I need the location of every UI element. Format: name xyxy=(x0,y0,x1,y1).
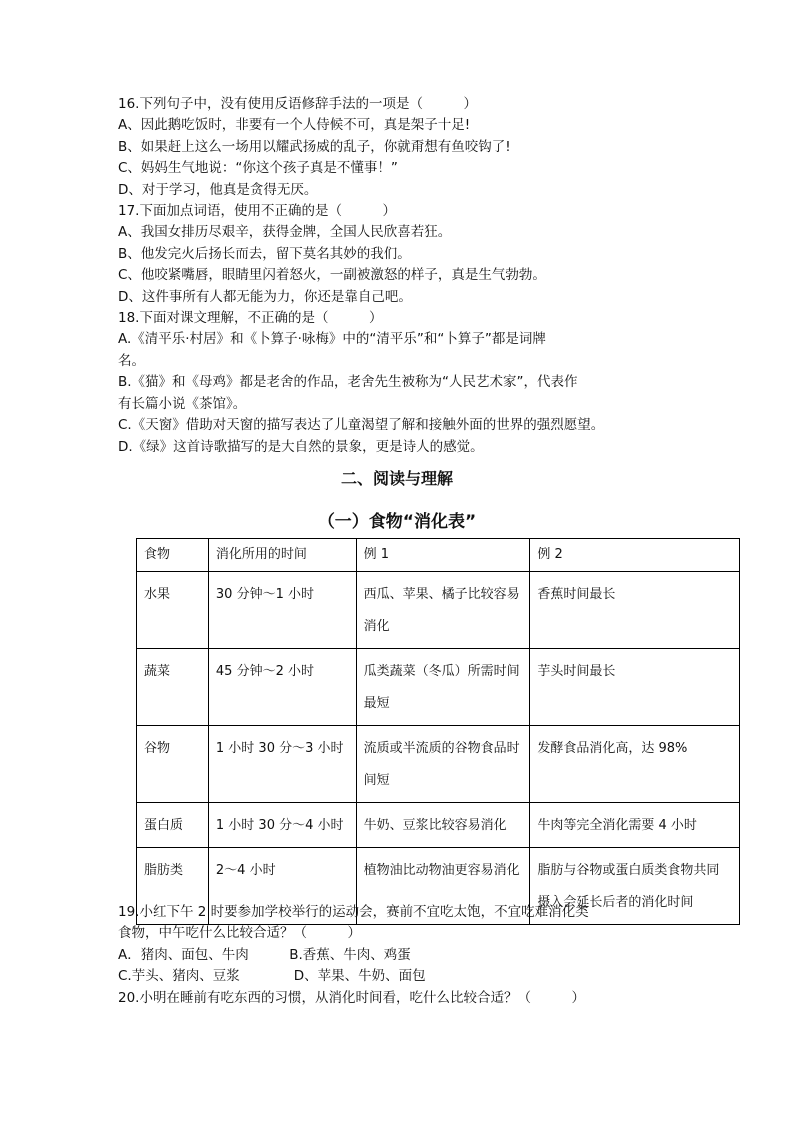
question-20-stem: 20.小明在睡前有吃东西的习惯，从消化时间看，吃什么比较合适？（ ） xyxy=(118,989,585,1006)
table-cell: 脂肪类 xyxy=(137,848,209,925)
question-19-options-cd: C.芋头、猪肉、豆浆 D、苹果、牛奶、面包 xyxy=(118,968,426,985)
table-cell: 1 小时 30 分～4 小时 xyxy=(208,803,356,848)
questions-top xyxy=(118,94,678,458)
table-cell: 30 分钟～1 小时 xyxy=(208,572,356,649)
table-cell: 瓜类蔬菜（冬瓜）所需时间最短 xyxy=(356,649,530,726)
question-18-stem: 18.下面对课文理解，不正确的是（ ） xyxy=(118,310,383,327)
table-row xyxy=(137,649,740,726)
table-cell: 2～4 小时 xyxy=(208,848,356,925)
table-row xyxy=(137,572,740,649)
table-row xyxy=(137,803,740,848)
question-18-option-a-line1: A.《清平乐·村居》和《卜算子·咏梅》中的“清平乐”和“卜算子”都是词牌 xyxy=(118,331,546,348)
question-17-stem: 17.下面加点词语，使用不正确的是（ ） xyxy=(118,203,396,220)
table-header-cell: 消化所用的时间 xyxy=(208,539,356,572)
digestion-table xyxy=(136,538,740,925)
table-cell: 香蕉时间最长 xyxy=(530,572,740,649)
table-cell: 牛肉等完全消化需要 4 小时 xyxy=(530,803,740,848)
table-row xyxy=(137,726,740,803)
question-18-option-b-line1: B.《猫》和《母鸡》都是老舍的作品，老舍先生被称为“人民艺术家”，代表作 xyxy=(118,374,578,391)
passage-title: （一）食物“消化表” xyxy=(317,512,477,532)
table-cell: 水果 xyxy=(137,572,209,649)
question-18-option-a-line2: 名。 xyxy=(118,352,145,369)
table-header-cell: 例 1 xyxy=(356,539,530,572)
question-19-stem-line1: 19.小红下午 2 时要参加学校举行的运动会，赛前不宜吃太饱，不宜吃难消化类 xyxy=(118,904,589,920)
table-cell: 谷物 xyxy=(137,726,209,803)
question-19-stem-line2: 食物，中午吃什么比较合适？（ ） xyxy=(118,925,361,942)
question-17-option-c: C、他咬紧嘴唇，眼睛里闪着怒火，一副被激怒的样子，真是生气勃勃。 xyxy=(118,267,546,284)
question-19-options-ab: A．猪肉、面包、牛肉 B.香蕉、牛肉、鸡蛋 xyxy=(118,946,411,963)
table-header-row xyxy=(137,539,740,572)
questions-bottom xyxy=(118,902,678,1009)
question-16-stem: 16.下列句子中，没有使用反语修辞手法的一项是（ ） xyxy=(118,96,477,112)
table-header-cell: 例 2 xyxy=(530,539,740,572)
question-18-option-d: D.《绿》这首诗歌描写的是大自然的景象，更是诗人的感觉。 xyxy=(118,438,484,455)
table-cell: 45 分钟～2 小时 xyxy=(208,649,356,726)
question-17-option-d: D、这件事所有人都无能为力，你还是靠自己吧。 xyxy=(118,288,412,305)
table-header-cell: 食物 xyxy=(137,539,209,572)
question-16-option-a: A、因此鹅吃饭时，非要有一个人侍候不可，真是架子十足! xyxy=(118,117,471,134)
table-cell: 流质或半流质的谷物食品时间短 xyxy=(356,726,530,803)
table-cell: 蔬菜 xyxy=(137,649,209,726)
table-cell: 牛奶、豆浆比较容易消化 xyxy=(356,803,530,848)
question-18-option-b-line2: 有长篇小说《茶馆》。 xyxy=(118,395,247,412)
table-cell: 发酵食品消化高，达 98% xyxy=(530,726,740,803)
question-17-option-b: B、他发完火后扬长而去，留下莫名其妙的我们。 xyxy=(118,245,411,262)
table-cell: 西瓜、苹果、橘子比较容易消化 xyxy=(356,572,530,649)
table-cell: 1 小时 30 分～3 小时 xyxy=(208,726,356,803)
table-cell: 蛋白质 xyxy=(137,803,209,848)
table-cell: 脂肪与谷物或蛋白质类食物共同摄入会延长后者的消化时间 xyxy=(530,848,740,925)
question-17-option-a: A、我国女排历尽艰辛，获得金牌，全国人民欣喜若狂。 xyxy=(118,224,452,241)
section-title: 二、阅读与理解 xyxy=(340,469,453,488)
question-16-option-d: D、对于学习，他真是贪得无厌。 xyxy=(118,181,318,198)
table-cell: 植物油比动物油更容易消化 xyxy=(356,848,530,925)
question-18-option-c: C.《天窗》借助对天窗的描写表达了儿童渴望了解和接触外面的世界的强烈愿望。 xyxy=(118,417,605,434)
question-16-option-b: B、如果赶上这么一场用以耀武扬威的乱子，你就甭想有鱼咬钩了! xyxy=(118,138,511,155)
table-cell: 芋头时间最长 xyxy=(530,649,740,726)
question-16-option-c: C、妈妈生气地说：“你这个孩子真是不懂事！” xyxy=(118,160,398,177)
